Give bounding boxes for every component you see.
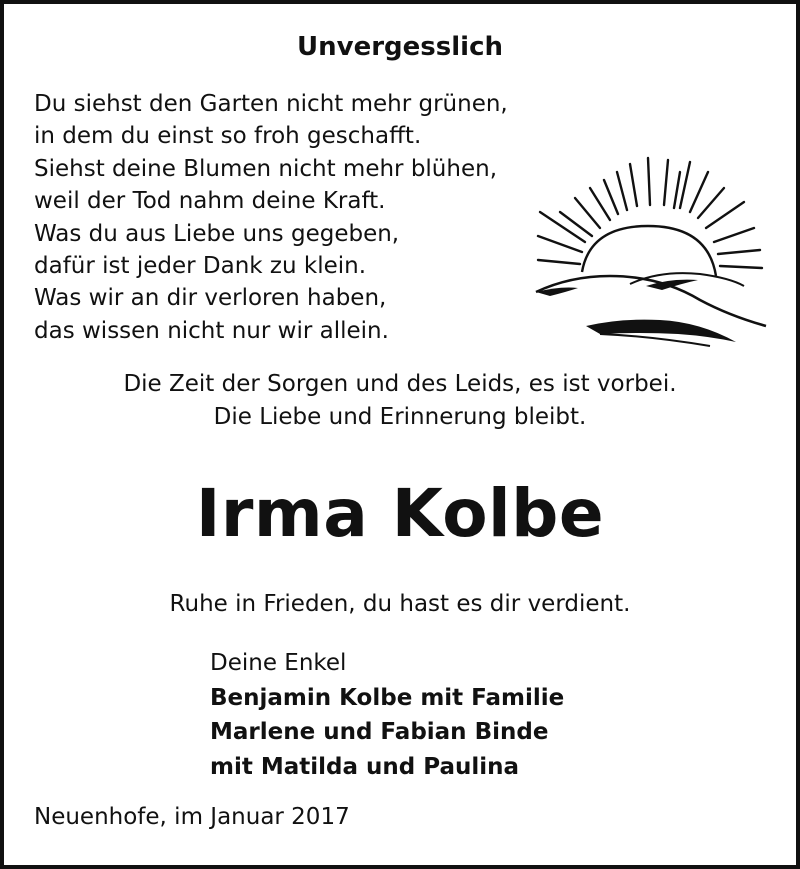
poem <box>34 88 544 347</box>
notice-heading: Unvergesslich <box>297 32 503 62</box>
quote-line: Die Zeit der Sorgen und des Leids, es ist vorbei. <box>123 371 677 397</box>
signers-block <box>210 646 730 784</box>
deceased-name: Irma Kolbe <box>195 475 605 552</box>
sunset-over-hills-icon <box>530 150 770 355</box>
poem-line: dafür ist jeder Dank zu klein. <box>34 253 367 280</box>
poem-line: Siehst deine Blumen nicht mehr blühen, <box>34 155 497 182</box>
place-date: Neuenhofe, im Januar 2017 <box>34 804 350 830</box>
poem-line: Du siehst den Garten nicht mehr grünen, <box>34 91 508 117</box>
farewell-text: Ruhe in Frieden, du hast es dir verdient. <box>169 591 631 617</box>
poem-line: das wissen nicht nur wir allein. <box>34 317 389 344</box>
signers-intro: Deine Enkel <box>210 650 347 676</box>
quote-line: Die Liebe und Erinnerung bleibt. <box>213 404 587 430</box>
poem-line: in dem du einst so froh geschafft. <box>34 123 422 150</box>
poem-line: weil der Tod nahm deine Kraft. <box>34 188 386 215</box>
poem-line: Was wir an dir verloren haben, <box>34 285 387 312</box>
quote <box>0 368 800 434</box>
signer-line: Marlene und Fabian Binde <box>210 719 549 745</box>
poem-line: Was du aus Liebe uns gegeben, <box>34 220 400 247</box>
signer-line: mit Matilda und Paulina <box>210 753 520 780</box>
signer-line: Benjamin Kolbe mit Familie <box>210 684 565 711</box>
